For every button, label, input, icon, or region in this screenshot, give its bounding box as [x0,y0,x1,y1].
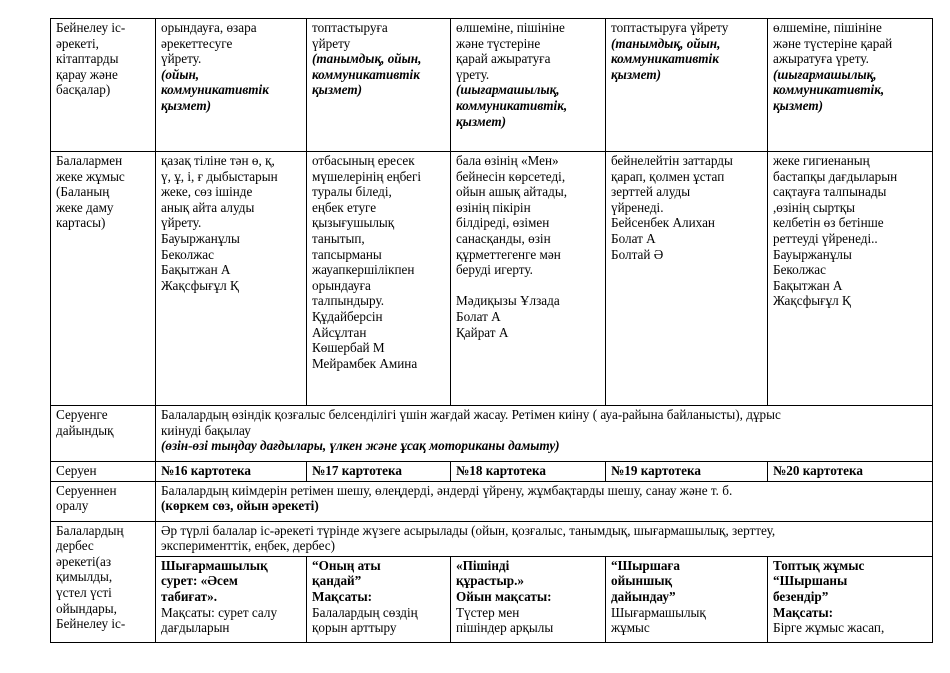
day-cell [768,19,933,152]
row-label [51,152,156,406]
text-line: қарау және [56,66,118,82]
day-cell [768,152,933,406]
day-cell [606,19,768,152]
text-line: орындауға [312,277,371,293]
text-line: дағдыларын [161,620,230,636]
text-line: қимылды, [56,569,113,585]
text-line: коммуникативтік, [456,97,568,113]
merged-cell [156,521,933,556]
text-line: тапсырманы [312,246,382,262]
row-walk [51,462,933,482]
row-walk-preparation [51,406,933,462]
text-line: Серуенге [56,407,108,422]
day-cell [307,152,451,406]
card-cell [451,462,606,482]
text-line: қызмет) [456,113,507,129]
text-line: Серуен [56,463,97,478]
text-line: Балалардың [56,522,124,538]
day-cell [451,19,606,152]
text-line: қандай” [312,573,362,589]
text-line: үйрету. [161,215,202,231]
text-line: Мақсаты: [773,604,834,620]
row-individual-work [51,152,933,406]
text-line: Балалардың киімдерін ретімен шешу, өлеңдерді, әндерді үйрену, жұмбақтарды шешу, санау және т. б. [161,482,733,498]
text-line: Бауыржанұлы [161,230,240,246]
text-line: қызмет) [611,66,662,82]
text-line: дайындық [56,422,114,438]
text-line: Әр түрлі балалар іс-әрекеті түрінде жүзеге асырылады (ойын, қозғалыс, танымдық, шығармашылық, зерттеу, [161,522,776,538]
text-line: коммуникативтік [611,51,719,67]
day-cell [451,556,606,642]
text-line: №17 картотека [312,463,402,478]
text-line: қазақ тіліне тән ө, қ, [161,153,275,168]
text-line: және түстеріне [456,35,541,51]
text-line: (өзін-өзі тыңдау дағдылары, үлкен және ұсақ моториканы дамыту) [161,438,560,454]
text-line: Қайрат А [456,324,509,340]
text-line: келбетін өз бетінше [773,215,884,231]
plan-table [50,18,933,643]
text-line: “Шыршаға [611,557,681,573]
card-cell [606,462,768,482]
text-line: Бақытжан А [773,277,843,293]
text-line: санасқанды, өзін [456,230,551,246]
row-return-from-walk [51,481,933,521]
text-line: Серуеннен [56,482,117,498]
text-line: (көркем сөз, ойын әрекеті) [161,498,319,514]
text-line: Түстер мен [456,604,520,620]
text-line: «Пішінді [456,557,510,573]
text-line: топтастыруға [312,20,388,35]
text-line: Топтық жұмыс [773,557,865,573]
text-line: қызмет) [161,97,212,113]
row-independent-activity-tasks [51,556,933,642]
text-line: білдіреді, өзімен [456,215,550,231]
text-line: сурет: «Әсем [161,573,238,589]
text-line: Бірге жұмыс жасап, [773,620,885,636]
day-cell [156,19,307,152]
text-line: әрекеттесуге [161,35,233,51]
text-line: табиғат». [161,588,218,604]
text-line: және түстеріне қарай [773,35,893,51]
text-line: өлшеміне, пішініне [773,20,882,35]
day-cell [606,152,768,406]
text-line: Бейсенбек Алихан [611,215,715,231]
text-line: коммуникативтік [161,82,269,98]
text-line: коммуникативтік [312,66,420,82]
text-line: отбасының ересек [312,153,415,168]
text-line: әрекеті(аз [56,553,112,569]
text-line: жеке даму [56,199,114,215]
text-line: үйренеді. [611,199,664,215]
text-line: ойыншық [611,573,673,589]
text-line: танытып, [312,230,365,246]
text-line: бастапқы дағдыларын [773,168,898,184]
text-line: (ойын, [161,66,200,82]
text-line: бала өзінің «Мен» [456,153,559,168]
text-line: құрметтегенге мән [456,246,561,262]
text-line: жеке, сөз ішінде [161,184,253,200]
text-line: ү, ұ, і, ғ дыбыстарын [161,168,278,184]
text-line: әрекеті, [56,35,99,51]
day-cell [307,556,451,642]
text-line: ажыратуға үрету. [773,51,869,67]
row-art-activity [51,19,933,152]
text-line: Болтай Ә [611,246,664,262]
text-line: зерттей алуды [611,184,691,200]
text-line: “Шыршаны [773,573,848,589]
text-line: анық айта алуды [161,199,255,215]
text-line: Көшербай М [312,340,385,356]
text-line: киінуді бақылау [161,422,251,438]
text-line: еңбек етуге [312,199,377,215]
text-line: жеке гигиенаның [773,153,870,168]
text-line: (танымдық, ойын, [611,35,721,51]
text-line: (шығармашылық, [773,66,877,82]
card-cell [768,462,933,482]
text-line: қызығушылық [312,215,395,231]
text-line: Бақытжан А [161,262,231,278]
text-line: “Оның аты [312,557,381,573]
text-line: эксперименттік, еңбек, дербес) [161,538,336,554]
text-line: Бауыржанұлы [773,246,852,262]
text-line: үйрету [312,35,351,51]
text-line: Бейнелеу іс- [56,20,126,35]
text-line: №20 картотека [773,463,863,478]
text-line: безендір” [773,588,829,604]
text-line: кітаптарды [56,51,119,67]
text-line: №19 картотека [611,463,701,478]
text-line: Ойын мақсаты: [456,588,552,604]
text-line: Жақсфығұл Қ [773,293,851,309]
text-line: Мақсаты: сурет салу [161,604,278,620]
text-line: қызмет) [773,97,824,113]
text-line: талпындыру. [312,293,385,309]
text-line: дербес [56,538,94,554]
text-line: жұмыс [611,620,650,636]
text-line: ойындары, [56,600,117,616]
text-line: Шығармашылық [161,557,268,573]
card-cell [307,462,451,482]
row-label [51,481,156,521]
text-line: бейнелейтін заттарды [611,153,733,168]
row-independent-activity-intro [51,521,933,556]
text-line: №18 картотека [456,463,546,478]
text-line: туралы біледі, [312,184,392,200]
text-line: Беколжас [773,262,826,278]
text-line: Жақсфығұл Қ [161,277,239,293]
text-line: үрету. [456,66,490,82]
text-line: үйрету. [161,51,202,67]
day-cell [606,556,768,642]
text-line: Құдайберсін [312,308,383,324]
text-line: Мәдиқызы Ұлзада [456,293,560,309]
row-label [51,406,156,462]
text-line: Айсұлтан [312,324,367,340]
text-line: (танымдық, ойын, [312,51,422,67]
merged-cell [156,406,933,462]
text-line: Беколжас [161,246,214,262]
text-line: Шығармашылық [611,604,706,620]
text-line: жеке жұмыс [56,168,125,184]
day-cell [451,152,606,406]
row-label [51,521,156,642]
text-line: топтастыруға үйрету [611,20,729,35]
text-line: дайындау” [611,588,676,604]
card-cell [156,462,307,482]
text-line: коммуникативтік, [773,82,885,98]
text-line: Балалармен [56,153,123,168]
text-line: құрастыр.» [456,573,524,589]
day-cell [307,19,451,152]
text-line: Болат А [611,230,656,246]
text-line: мүшелерінің еңбегі [312,168,422,184]
day-cell [156,556,307,642]
text-line: басқалар) [56,82,111,98]
text-line: өзінің пікірін [456,199,531,215]
row-label [51,19,156,152]
text-line: реттеуді үйренеді.. [773,230,878,246]
row-label [51,462,156,482]
text-line: Балалардың өзіндік қозғалыс белсенділігі үшін жағдай жасау. Ретімен киіну ( ауа-райына байланысты), дұрыс [161,407,781,422]
text-line: Мейрамбек Амина [312,355,418,371]
text-line: қарай ажыратуға [456,51,551,67]
day-cell [156,152,307,406]
text-line: (шығармашылық, [456,82,560,98]
day-cell [768,556,933,642]
text-line: №16 картотека [161,463,251,478]
text-line: Бейнелеу іс- [56,616,126,632]
text-line: бейнесін көрсетеді, [456,168,566,184]
text-line: ойын ашық айтады, [456,184,567,200]
text-line: оралу [56,498,89,514]
text-line: жауапкершілікпен [312,262,415,278]
text-line: сақтауға талпынады [773,184,887,200]
text-line: үстел үсті [56,584,112,600]
text-line: (Баланың [56,184,110,200]
text-line: пішіндер арқылы [456,620,554,636]
text-line: Болат А [456,308,501,324]
text-line: беруді игерту. [456,262,533,278]
text-line: Балалардың сөздің [312,604,418,620]
text-line: орындауға, өзара [161,20,257,35]
merged-cell [156,481,933,521]
text-line: Мақсаты: [312,588,373,604]
text-line: ,өзінің сыртқы [773,199,856,215]
text-line: қызмет) [312,82,363,98]
spacer [456,278,601,294]
text-line: өлшеміне, пішініне [456,20,565,35]
text-line: картасы) [56,215,106,231]
text-line: қорын арттыру [312,620,397,636]
text-line: қарап, қолмен ұстап [611,168,725,184]
